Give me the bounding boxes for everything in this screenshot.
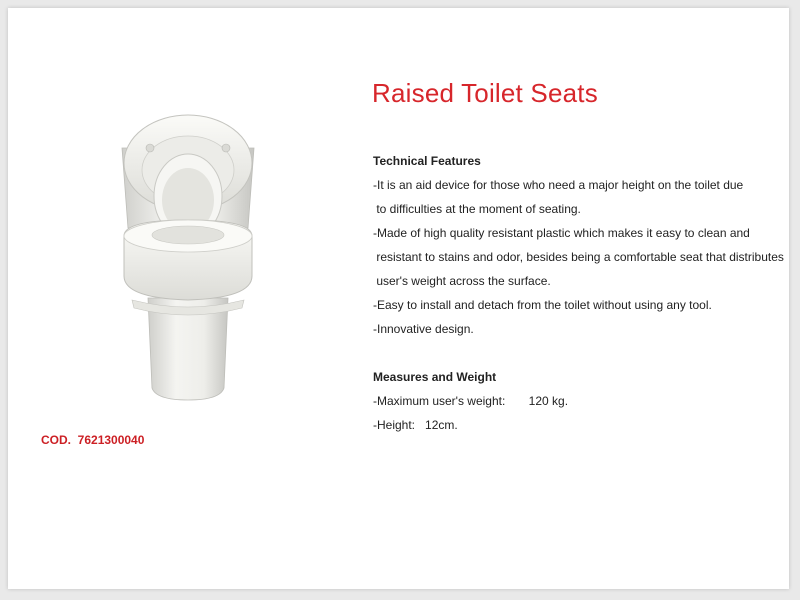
- product-image: [108, 108, 268, 408]
- feature-line: -It is an aid device for those who need a major height on the toilet due: [373, 178, 744, 192]
- feature-line: to difficulties at the moment of seating.: [373, 202, 581, 216]
- catalog-page: [8, 8, 789, 589]
- technical-features-heading: Technical Features: [373, 154, 481, 168]
- product-code: COD. 7621300040: [41, 433, 145, 447]
- measure-line: -Height: 12cm.: [373, 418, 458, 432]
- feature-line: -Innovative design.: [373, 322, 474, 336]
- page-title: Raised Toilet Seats: [372, 78, 598, 108]
- measures-heading: Measures and Weight: [373, 370, 497, 384]
- measure-line: -Maximum user's weight: 120 kg.: [373, 394, 569, 408]
- technical-features-section: [373, 149, 784, 341]
- feature-line: -Easy to install and detach from the toilet without using any tool.: [373, 298, 712, 312]
- toilet-illustration: [108, 108, 268, 408]
- feature-line: -Made of high quality resistant plastic which makes it easy to clean and: [373, 226, 750, 240]
- feature-line: user's weight across the surface.: [373, 274, 551, 288]
- feature-line: resistant to stains and odor, besides being a comfortable seat that distributes: [373, 250, 784, 264]
- measures-section: [373, 365, 568, 437]
